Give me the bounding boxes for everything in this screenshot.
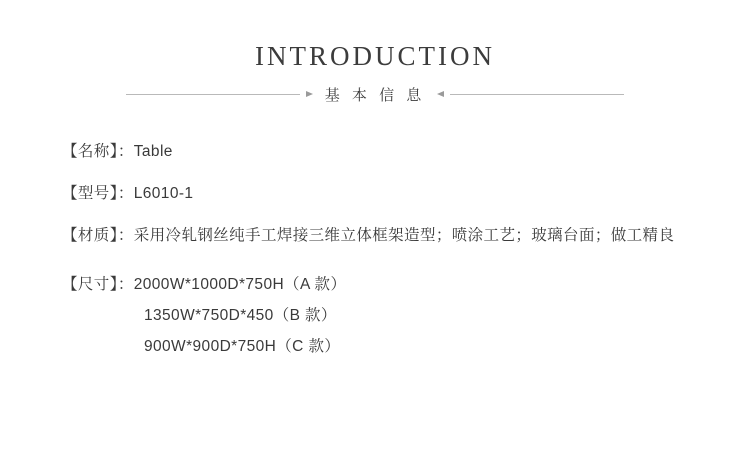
dimension-row-b: 1350W*750D*450（B 款） [144, 307, 337, 325]
spec-list [0, 139, 750, 360]
arrow-right-icon [306, 91, 313, 97]
spec-model: 【型号】：L6010-1 [62, 184, 194, 202]
subtitle-divider [0, 84, 750, 105]
dimension-extra-rows [62, 303, 692, 359]
divider-line-right [450, 94, 624, 95]
page-header [0, 0, 750, 105]
dimension-row-a: 【尺寸】：2000W*1000D*750H（A 款） [62, 276, 347, 294]
page-subtitle: 基 本 信 息 [324, 86, 426, 104]
page-title: INTRODUCTION [255, 41, 495, 71]
divider-line-left [126, 94, 300, 95]
spec-dimensions [62, 272, 692, 359]
dimension-row-c: 900W*900D*750H（C 款） [144, 338, 341, 356]
arrow-left-icon [437, 91, 444, 97]
spec-name: 【名称】：Table [62, 142, 173, 160]
spec-material: 【材质】：采用冷轧钢丝纯手工焊接三维立体框架造型；喷涂工艺；玻璃台面；做工精良 [62, 226, 675, 244]
